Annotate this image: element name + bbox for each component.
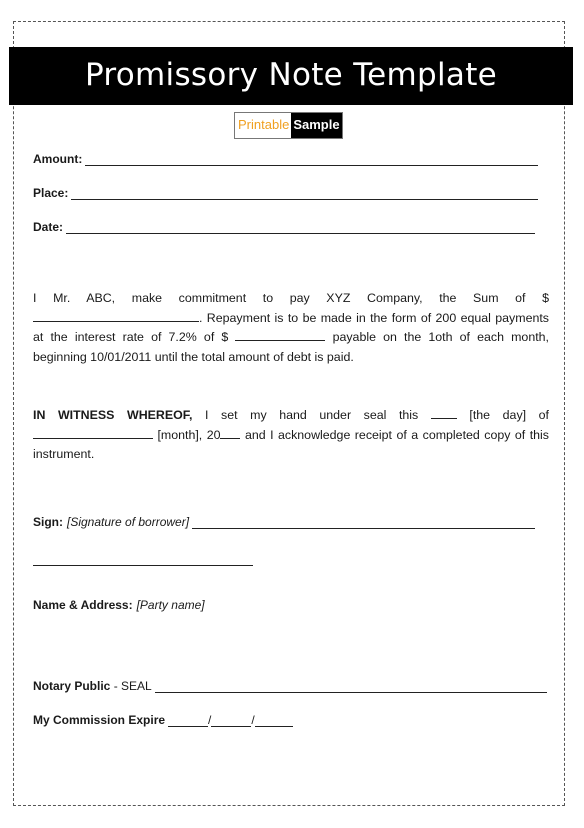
witness-text-3: [month], 20 [153,427,221,442]
commitment-text-3: payable on the 1oth of each month, beginning 10/01/2011 until the total amount of debt is paid. [33,330,549,364]
date-field [33,219,535,234]
commission-month-blank[interactable] [168,712,208,727]
document-title: Promissory Note Template [9,47,573,105]
notary-suffix: - SEAL [110,679,152,693]
notary-blank[interactable] [155,678,547,693]
amount-label: Amount: [33,152,83,166]
commission-label: My Commission Expire [33,713,166,727]
place-field [33,185,538,200]
date-blank[interactable] [66,219,535,234]
sign-hint: [Signature of borrower] [67,515,190,529]
date-label: Date: [33,220,64,234]
witness-text-2: [the day] of [456,408,549,422]
sign-field [33,514,535,529]
amount-field [33,151,538,166]
signature-blank[interactable] [192,514,535,529]
notary-field [33,678,547,693]
commission-slash-1: / [208,713,212,727]
place-blank[interactable] [71,185,538,200]
commission-slash-2: / [251,713,255,727]
witness-text-1: I set my hand under seal this [192,408,431,422]
witness-paragraph [33,406,549,465]
amount-blank[interactable] [85,151,538,166]
place-label: Place: [33,186,69,200]
notary-label: Notary Public [33,679,111,693]
commission-field [33,712,293,727]
logo-part-2: Sample [291,113,341,138]
payment-amount-blank[interactable] [235,328,325,341]
logo-part-1: Printable [235,113,291,138]
name-address-line[interactable] [33,565,253,566]
witness-text-4: and I acknowledge receipt of a completed copy of this instrument. [33,427,549,461]
name-address-field [33,598,205,612]
commitment-paragraph [33,289,549,367]
commitment-text-2: . Repayment is to be made in the form of 200 equal payments at the interest rate of 7.2% of $ [33,310,549,344]
sign-label: Sign: [33,515,63,529]
commission-day-blank[interactable] [211,712,251,727]
day-blank[interactable] [431,406,457,419]
commitment-text-1: I Mr. ABC, make commitment to pay XYZ Company, the Sum of $ [33,291,549,305]
year-blank[interactable] [220,426,240,439]
name-address-hint: [Party name] [136,598,205,612]
printable-sample-logo [234,112,343,139]
month-blank[interactable] [33,426,153,439]
name-address-label: Name & Address: [33,598,133,612]
witness-heading: IN WITNESS WHEREOF, [33,408,193,422]
commission-year-blank[interactable] [255,712,293,727]
sum-blank[interactable] [33,309,199,322]
